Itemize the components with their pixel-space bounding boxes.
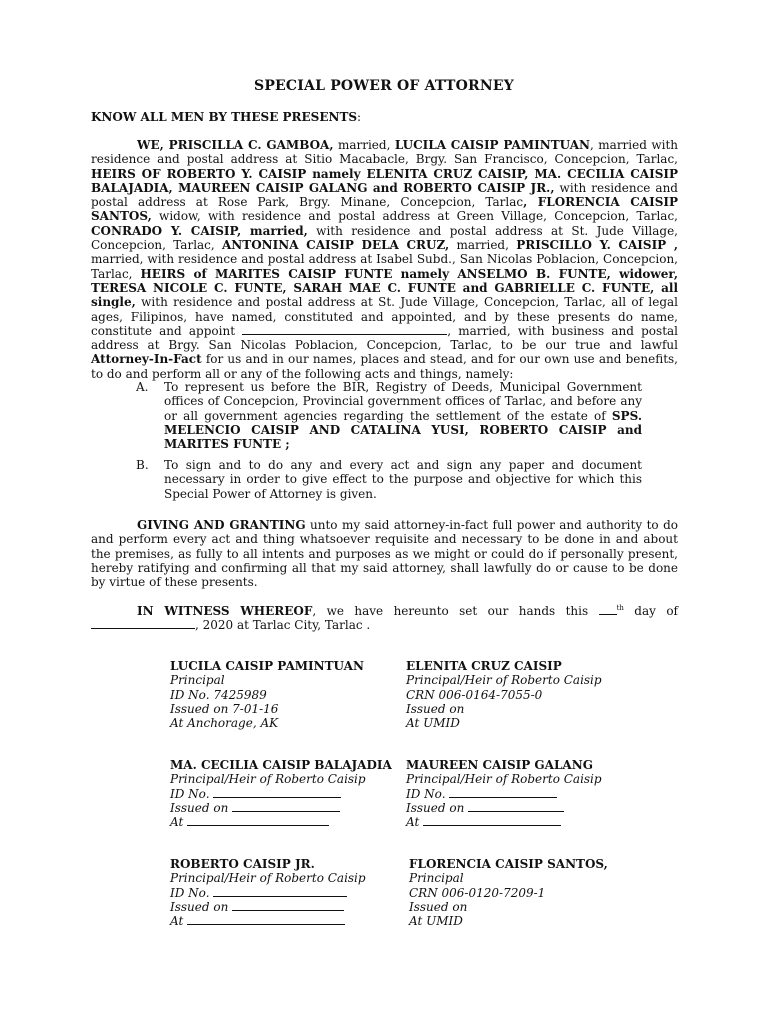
p1-text-4: widow, with residence and postal address at Green Village, Concepcion, Tarlac, — [151, 209, 678, 224]
p1-text-2: , married with residence and postal address at Sitio Macabacle, Brgy. San Francisco, Concepcion, Tarlac, — [91, 138, 679, 167]
signatory-role: Principal/Heir of Roberto Caisip — [170, 871, 366, 886]
id-blank — [213, 886, 347, 897]
signatory-place-line — [406, 815, 646, 829]
signatory-place: At — [170, 815, 184, 830]
p1-bold-6: ANTONINA CAISIP DELA CRUZ, — [222, 238, 450, 253]
know-all-colon: : — [357, 110, 362, 124]
p3-bold: IN WITNESS WHEREOF — [137, 604, 313, 618]
signatory-issued-line — [170, 801, 410, 815]
p1-text-9: , married, with business and postal address at Brgy. San Nicolas Poblacion, Concepcion, Tarlac, to be our true and lawful — [91, 323, 679, 353]
p1-bold-5: CONRADO Y. CAISIP, married, — [91, 223, 308, 238]
witness-paragraph — [91, 604, 678, 633]
signatory-id: CRN 006-0120-7209-1 — [409, 885, 546, 900]
p1-text-5: with residence and postal address at St. Jude Village, Concepcion, Tarlac, — [91, 223, 678, 253]
signatory-issued-line — [406, 801, 646, 815]
signatory-block — [170, 659, 410, 730]
signatory-role: Principal/Heir of Roberto Caisip — [170, 772, 366, 787]
signatory-role: Principal/Heir of Roberto Caisip — [406, 772, 602, 787]
signatory-name: ELENITA CRUZ CAISIP — [406, 659, 562, 673]
p2-text: unto my said attorney-in-fact full power and authority to do and perform every act and thing whatsoever requisite and necessary to be done in and about the premises, as fully to all intents and purposes as we might or could do if personally present, hereby ratifying and confirming all that my said attorney, shall lawfully do or cause to be done by virtue of these presents. — [91, 518, 678, 590]
p3-text-3: , 2020 at Tarlac City, Tarlac . — [195, 618, 371, 633]
signatory-block — [406, 659, 646, 730]
signatory-name: LUCILA CAISIP PAMINTUAN — [170, 659, 364, 673]
issued-blank — [232, 900, 344, 911]
signatory-issued: Issued on — [409, 899, 468, 914]
signatory-place: At UMID — [406, 716, 460, 731]
item-label: B. — [136, 458, 149, 472]
signatory-block — [170, 857, 410, 928]
item-a-bold: SPS. MELENCIO CAISIP AND CATALINA YUSI, ROBERTO CAISIP and MARITES FUNTE ; — [164, 408, 642, 452]
p1-text-3: with residence and postal address at Rose Park, Brgy. Minane, Concepcion, Tarlac — [91, 180, 678, 210]
signatory-id-line — [406, 787, 646, 801]
p1-bold-1: WE, PRISCILLA C. GAMBOA, — [137, 138, 334, 152]
p3-text-2: day of — [623, 604, 678, 618]
signatory-issued: Issued on — [170, 899, 229, 914]
place-blank — [423, 815, 561, 826]
signatory-place-line — [170, 815, 410, 829]
signatory-place: At — [170, 914, 184, 929]
p3-text-1: , we have hereunto set our hands this — [312, 604, 599, 618]
issued-blank — [232, 801, 340, 812]
signatory-issued: Issued on — [406, 701, 465, 716]
p1-bold-3: HEIRS OF ROBERTO Y. CAISIP namely ELENITA CRUZ CAISIP, MA. CECILIA CAISIP BALAJADIA, MAUREEN CAISIP GALANG and ROBERTO CAISIP JR., — [91, 166, 678, 195]
signatory-id: ID No. — [406, 786, 446, 801]
signatory-id-line — [170, 886, 410, 900]
signatory-name: FLORENCIA CAISIP SANTOS, — [409, 857, 608, 871]
p1-bold-7: PRISCILLO Y. CAISIP , — [516, 238, 679, 253]
signatory-block — [409, 857, 649, 928]
giving-granting-paragraph — [91, 518, 678, 589]
day-blank — [599, 604, 617, 615]
signatory-name: ROBERTO CAISIP JR. — [170, 857, 315, 871]
p1-bold-8: HEIRS of MARITES CAISIP FUNTE namely ANSELMO B. FUNTE, widower, TERESA NICOLE C. FUNTE, SARAH MAE C. FUNTE and GABRIELLE C. FUNTE, all single, — [91, 266, 678, 310]
signatory-block — [170, 758, 410, 829]
p1-bold-9: Attorney-In-Fact — [91, 352, 202, 367]
know-all-heading — [91, 110, 361, 124]
signatory-place: At Anchorage, AK — [170, 716, 279, 731]
signatory-id: ID No. — [170, 786, 210, 801]
day-suffix: th — [616, 604, 624, 612]
signatory-id: ID No. 7425989 — [170, 687, 267, 702]
p1-bold-2: LUCILA CAISIP PAMINTUAN — [394, 138, 591, 152]
item-label: A. — [136, 380, 149, 394]
p1-text-6: married, — [449, 238, 517, 253]
item-text — [164, 380, 642, 451]
attorney-name-blank — [242, 324, 447, 335]
signatory-role: Principal/Heir of Roberto Caisip — [406, 673, 602, 688]
signatory-name: MAUREEN CAISIP GALANG — [406, 758, 593, 772]
signatory-id: CRN 006-0164-7055-0 — [406, 687, 543, 702]
signatory-place-line — [170, 914, 410, 928]
principals-paragraph — [91, 138, 678, 381]
p1-text-1: married, — [333, 138, 395, 152]
signatory-name: MA. CECILIA CAISIP BALAJADIA — [170, 758, 392, 772]
p2-bold: GIVING AND GRANTING — [137, 518, 306, 532]
p1-text-10: for us and in our names, places and stead, and for our own use and benefits, to do and perform all or any of the following acts and things, namely: — [91, 352, 678, 381]
id-blank — [449, 787, 557, 798]
signatory-issued-line — [170, 900, 410, 914]
signatory-place: At UMID — [409, 914, 463, 929]
p1-text-8: with residence and postal address at St. Jude Village, Concepcion, Tarlac, all of legal ages, Filipinos, have named, constituted and appointed, and by these presents do name, constitute and appoint — [91, 295, 678, 338]
signatory-role: Principal — [409, 871, 464, 886]
signatory-issued: Issued on — [170, 800, 229, 815]
know-all-text: KNOW ALL MEN BY THESE PRESENTS — [91, 110, 358, 124]
issued-blank — [468, 801, 564, 812]
signatory-place: At — [406, 815, 420, 830]
signatory-id-line — [170, 787, 410, 801]
signatory-id: ID No. — [170, 885, 210, 900]
signatory-role: Principal — [170, 673, 225, 688]
place-blank — [187, 815, 329, 826]
place-blank — [187, 914, 345, 925]
item-text: To sign and to do any and every act and sign any paper and document necessary in order to give effect to the purpose and objective for which this Special Power of Attorney is given. — [164, 458, 642, 501]
month-blank — [91, 618, 195, 629]
id-blank — [213, 787, 341, 798]
p1-text-7: married, with residence and postal address at Isabel Subd., San Nicolas Poblacion, Concepcion, Tarlac, — [91, 252, 678, 281]
document-title: SPECIAL POWER OF ATTORNEY — [254, 78, 514, 94]
signatory-issued: Issued on — [406, 800, 465, 815]
item-a-text: To represent us before the BIR, Registry of Deeds, Municipal Government offices of Concepcion, Provincial government offices of Tarlac, and before any or all government agencies regarding the settlement of the estate of — [164, 380, 642, 423]
signatory-issued: Issued on 7-01-16 — [170, 701, 279, 716]
signatory-block — [406, 758, 646, 829]
p1-bold-4: , FLORENCIA CAISIP SANTOS, — [91, 195, 678, 224]
